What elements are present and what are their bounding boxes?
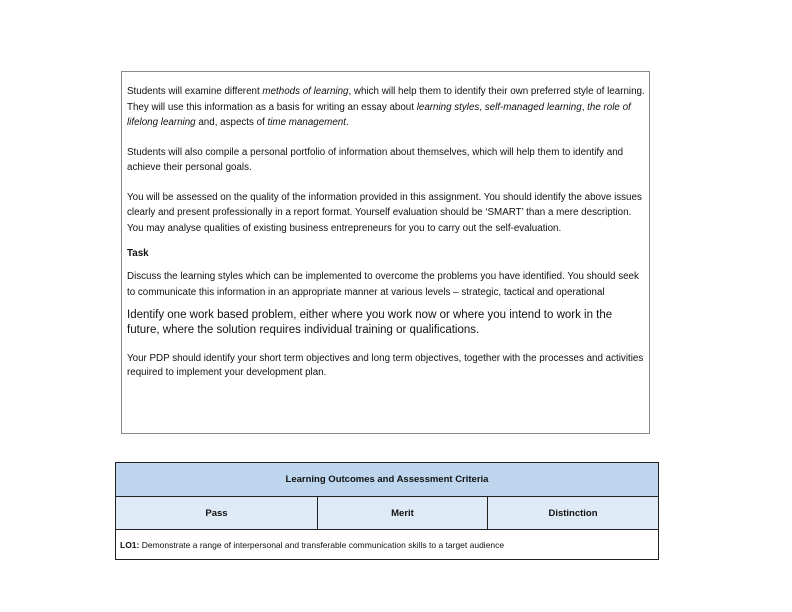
lo1-text: Demonstrate a range of interpersonal and transferable communication skills to a target audience (139, 539, 505, 550)
task-paragraph-pdp: Your PDP should identify your short term objectives and long term objectives, together with the processes and activities required to implement your development plan. (127, 353, 644, 378)
italic-run: methods of learning (262, 86, 349, 97)
italic-run: self-managed learning (484, 101, 582, 113)
italic-run: time management (267, 117, 346, 128)
text-run: Students will examine different (127, 86, 263, 97)
text-run: , (479, 101, 485, 113)
assignment-brief-box (121, 71, 650, 434)
task-paragraph-work-problem: Identify one work based problem, either where you work now or where you intend to work in the future, where the solution requires individual training or qualifications. (127, 309, 613, 336)
table-title: Learning Outcomes and Assessment Criteria (116, 463, 659, 497)
table-header-row (116, 497, 659, 530)
text-run: , which will help them to identify their own preferred style of learning. They will use this information as a basis for writing an essay about (127, 86, 645, 113)
table-title-row (116, 463, 659, 497)
table-row (116, 530, 659, 560)
column-header-distinction: Distinction (488, 497, 659, 530)
brief-paragraph-assessment: You will be assessed on the quality of the information provided in this assignment. You should identify the above issues clearly and present professionally in a report format. Yourself evaluation should be ‘SMART’ than a mere description. You may analyse qualities of existing business entrepreneurs for you to carry out the self-evaluation. (127, 191, 642, 234)
lo1-cell (116, 530, 659, 560)
italic-run: learning styles (416, 101, 480, 113)
italic-run: the role of lifelong learning (127, 101, 631, 128)
task-paragraph-learning-styles: Discuss the learning styles which can be implemented to overcome the problems you have identified. You should seek to communicate this information in an appropriate manner at various levels – strategic, tactical and operational (127, 271, 639, 298)
text-run: and, aspects of (195, 117, 268, 128)
column-header-merit: Merit (318, 497, 488, 530)
brief-paragraph-portfolio: Students will also compile a personal portfolio of information about themselves, which will help them to identify and achieve their personal goals. (127, 146, 624, 173)
column-header-pass: Pass (116, 497, 318, 530)
task-heading: Task (127, 248, 149, 259)
learning-outcomes-table (115, 462, 659, 560)
brief-paragraph-learning-methods (127, 84, 645, 131)
lo1-label: LO1: (120, 539, 140, 550)
text-run: , (581, 101, 588, 113)
text-run: . (345, 117, 349, 128)
